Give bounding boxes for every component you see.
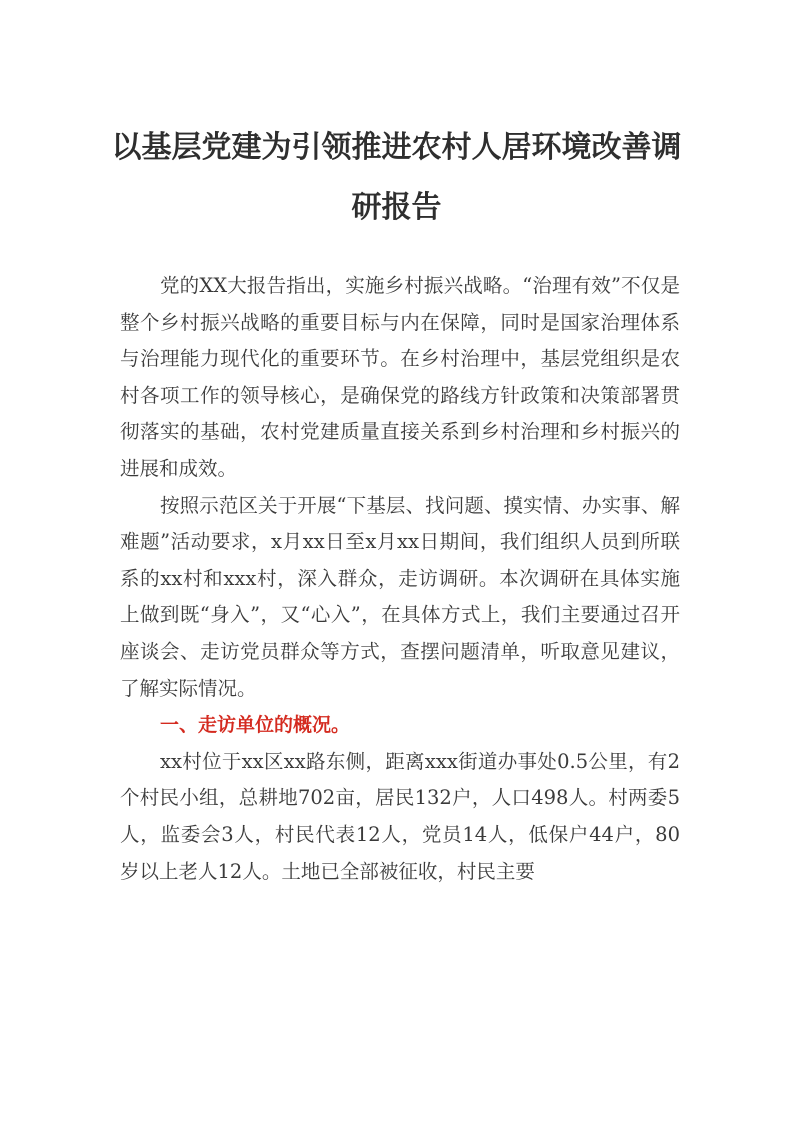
body-paragraph-2: 按照示范区关于开展“下基层、找问题、摸实情、办实事、解难题”活动要求，x月xx日至x月xx日期间，我们组织人员到所联系的xx村和xxx村，深入群众，走访调研。本次调研在具体实施上做到既“身入”，又“心入”，在具体方式上，我们主要通过召开座谈会、走访党员群众等方式，查摆问题清单，听取意见建议，了解实际情况。: [120, 493, 680, 700]
section-1-paragraph: xx村位于xx区xx路东侧，距离xxx街道办事处0.5公里，有2个村民小组，总耕地702亩，居民132户，人口498人。村两委5人，监委会3人，村民代表12人，党员14人，低保户44户，80岁以上老人12人。土地已全部被征收，村民主要: [120, 749, 680, 883]
document-title-line-1: 以基层党建为引领推进农村人居环境改善调: [111, 130, 682, 165]
document-title-line-2: 研报告: [351, 190, 442, 225]
body-paragraph-1: 党的XX大报告指出，实施乡村振兴战略。“治理有效”不仅是整个乡村振兴战略的重要目标与内在保障，同时是国家治理体系与治理能力现代化的重要环节。在乡村治理中，基层党组织是农村各项工作的领导核心，是确保党的路线方针政策和决策部署贯彻落实的基础，农村党建质量直接关系到乡村治理和乡村振兴的进展和成效。: [120, 274, 680, 480]
section-heading-1: 一、走访单位的概况。: [160, 714, 351, 737]
document-body: [120, 268, 680, 890]
